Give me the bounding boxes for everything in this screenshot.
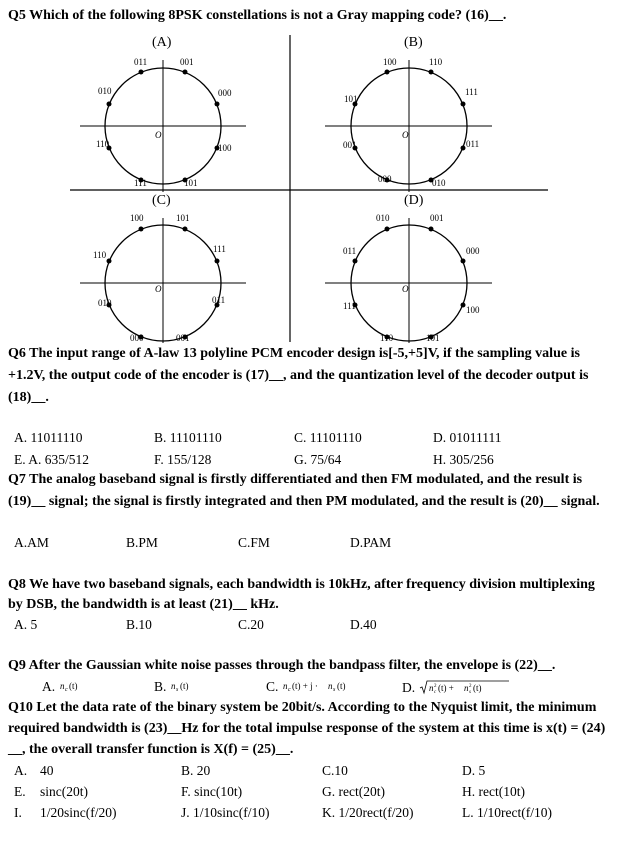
q6-option[interactable]: D. 01011111 bbox=[433, 430, 502, 445]
q7-line-1: Q7 The analog baseband signal is firstly differentiated and then FM modulated, and the result is bbox=[8, 472, 583, 487]
q6-option[interactable]: H. 305/256 bbox=[433, 452, 494, 467]
q6-option[interactable]: G. 75/64 bbox=[294, 452, 342, 467]
panel-c-label: 000 bbox=[130, 333, 144, 343]
svg-text:n: n bbox=[463, 683, 468, 693]
panel-d-label: 110 bbox=[380, 333, 394, 343]
panel-c-title: (C) bbox=[152, 193, 171, 208]
q10-option[interactable]: B. 20 bbox=[181, 763, 211, 778]
q10-option[interactable]: F. sinc(10t) bbox=[181, 784, 243, 799]
panel-d-title: (D) bbox=[404, 193, 424, 208]
q6-line-2: +1.2V, the output code of the encoder is (17)__, and the quantization level of the decoder output is bbox=[8, 368, 589, 383]
panel-b-label: 010 bbox=[432, 178, 446, 188]
panel-b-label: 110 bbox=[429, 57, 443, 67]
q9-option-d[interactable] bbox=[402, 679, 514, 696]
q8-option[interactable]: D.40 bbox=[350, 617, 377, 632]
panel-c-label: 100 bbox=[130, 213, 144, 223]
q10-option[interactable]: D. 5 bbox=[462, 763, 486, 778]
svg-text:(t): (t) bbox=[179, 681, 189, 691]
svg-text:(t): (t) bbox=[336, 681, 346, 691]
svg-text:s: s bbox=[468, 690, 471, 695]
panel-b bbox=[325, 35, 492, 192]
panel-b-title: (B) bbox=[404, 35, 423, 50]
q10-option[interactable]: K. 1/20rect(f/20) bbox=[322, 805, 414, 820]
panel-c-label: 110 bbox=[93, 250, 107, 260]
panel-d bbox=[325, 193, 492, 343]
q6-option[interactable]: C. 11101110 bbox=[294, 430, 362, 445]
panel-b-label: 011 bbox=[466, 139, 480, 149]
svg-text:s: s bbox=[175, 687, 179, 693]
q7-option[interactable]: A.AM bbox=[14, 535, 49, 550]
svg-text:n: n bbox=[282, 681, 288, 691]
q7-line-2: (19)__ signal; the signal is firstly integrated and then PM modulated, and the result is (20)__ signal. bbox=[8, 494, 600, 509]
q10-option-letter: E. bbox=[14, 784, 26, 799]
svg-text:n: n bbox=[428, 683, 433, 693]
formula-sqrt-nc2-ns2 bbox=[419, 679, 514, 695]
panel-d-label: 010 bbox=[376, 213, 390, 223]
panel-d-label: 011 bbox=[343, 246, 357, 256]
formula-ns-t bbox=[170, 679, 200, 693]
q10-option[interactable]: C.10 bbox=[322, 763, 348, 778]
panel-a-label: 101 bbox=[184, 178, 198, 188]
panel-c-label: 011 bbox=[212, 295, 226, 305]
panel-a-label: 111 bbox=[134, 178, 147, 188]
svg-text:2: 2 bbox=[468, 684, 471, 689]
q8-line-2: by DSB, the bandwidth is at least (21)__ kHz. bbox=[8, 597, 279, 612]
panel-b-origin: O bbox=[402, 130, 409, 140]
q10-option-letter: A. bbox=[14, 763, 28, 778]
panel-c-label: 111 bbox=[213, 244, 226, 254]
panel-d-label: 111 bbox=[343, 301, 356, 311]
panel-a-label: 110 bbox=[96, 139, 110, 149]
q7-option[interactable]: C.FM bbox=[238, 535, 270, 550]
q10-option[interactable]: G. rect(20t) bbox=[322, 784, 385, 799]
svg-text:s: s bbox=[332, 687, 336, 693]
q7-option[interactable]: B.PM bbox=[126, 535, 158, 550]
panel-c-origin: O bbox=[155, 284, 162, 294]
q6-line-1: Q6 The input range of A-law 13 polyline PCM encoder design is[-5,+5]V, if the sampling value is bbox=[8, 346, 580, 361]
q9-option-a[interactable] bbox=[42, 679, 89, 695]
panel-d-label: 001 bbox=[430, 213, 444, 223]
svg-text:c: c bbox=[64, 687, 68, 693]
q9-option-letter: B. bbox=[154, 679, 167, 694]
q10-option[interactable]: sinc(20t) bbox=[40, 784, 88, 799]
panel-c-label: 001 bbox=[176, 333, 190, 343]
constellation-figure bbox=[0, 30, 640, 345]
panel-d-label: 100 bbox=[466, 305, 480, 315]
panel-a-origin: O bbox=[155, 130, 162, 140]
q6-option[interactable]: F. 155/128 bbox=[154, 452, 212, 467]
panel-d-label: 000 bbox=[466, 246, 480, 256]
panel-a-label: 100 bbox=[218, 143, 232, 153]
q9-question: Q9 After the Gaussian white noise passes through the bandpass filter, the envelope is (22)__. bbox=[8, 658, 556, 673]
panel-c bbox=[80, 193, 246, 343]
q10-line-3: __, the overall transfer function is X(f) = (25)__. bbox=[8, 742, 294, 757]
panel-d-origin: O bbox=[402, 284, 409, 294]
q8-option[interactable]: B.10 bbox=[126, 617, 152, 632]
q10-option-letter: I. bbox=[14, 805, 22, 820]
panel-b-label: 111 bbox=[465, 87, 478, 97]
panel-b-label: 000 bbox=[378, 174, 392, 184]
q10-option[interactable]: 40 bbox=[40, 763, 54, 778]
q9-option-letter: A. bbox=[42, 679, 56, 694]
q9-option-c[interactable] bbox=[266, 679, 372, 695]
panel-c-label: 010 bbox=[98, 298, 112, 308]
q6-line-3: (18)__. bbox=[8, 390, 49, 405]
q10-line-1: Q10 Let the data rate of the binary system be 20bit/s. According to the Nyquist limit, the minimum bbox=[8, 700, 597, 715]
q9-option-letter: D. bbox=[402, 680, 416, 695]
panel-a-title: (A) bbox=[152, 35, 172, 50]
q9-option-b[interactable] bbox=[154, 679, 200, 695]
panel-b-label: 101 bbox=[344, 94, 358, 104]
q6-option[interactable]: B. 11101110 bbox=[154, 430, 222, 445]
svg-text:c: c bbox=[433, 690, 436, 695]
svg-text:(t) + j ·: (t) + j · bbox=[291, 681, 318, 691]
q5-question: Q5 Which of the following 8PSK constellations is not a Gray mapping code? (16)__. bbox=[8, 8, 507, 23]
q10-option[interactable]: H. rect(10t) bbox=[462, 784, 525, 799]
svg-text:(t): (t) bbox=[68, 681, 77, 691]
q10-line-2: required bandwidth is (23)__Hz for the total impulse response of the system at this time is x(t) = (24) bbox=[8, 721, 606, 736]
q8-line-1: Q8 We have two baseband signals, each bandwidth is 10kHz, after frequency division multiplexing bbox=[8, 577, 595, 592]
panel-b-label: 100 bbox=[383, 57, 397, 67]
panel-a-label: 001 bbox=[180, 57, 194, 67]
svg-text:n: n bbox=[170, 681, 176, 691]
svg-text:2: 2 bbox=[433, 684, 436, 689]
svg-text:c: c bbox=[287, 687, 291, 693]
q10-option[interactable]: L. 1/10rect(f/10) bbox=[462, 805, 552, 820]
panel-a bbox=[80, 35, 246, 192]
panel-c-label: 101 bbox=[176, 213, 190, 223]
svg-text:(t) +: (t) + bbox=[437, 683, 454, 693]
q10-option[interactable]: 1/20sinc(f/20) bbox=[40, 805, 117, 820]
svg-text:n: n bbox=[327, 681, 333, 691]
panel-b-label: 001 bbox=[343, 140, 357, 150]
q7-option[interactable]: D.PAM bbox=[350, 535, 392, 550]
formula-nc-plus-j-ns bbox=[282, 679, 372, 693]
q6-option[interactable]: A. 11011110 bbox=[14, 430, 83, 445]
panel-a-label: 000 bbox=[218, 88, 232, 98]
formula-nc-t bbox=[59, 679, 89, 693]
panel-a-label: 010 bbox=[98, 86, 112, 96]
svg-text:n: n bbox=[59, 681, 64, 691]
q6-option[interactable]: E. A. 635/512 bbox=[14, 452, 90, 467]
q9-option-letter: C. bbox=[266, 679, 279, 694]
svg-text:(t): (t) bbox=[472, 683, 481, 693]
q10-option[interactable]: J. 1/10sinc(f/10) bbox=[181, 805, 270, 820]
q8-option[interactable]: A. 5 bbox=[14, 617, 38, 632]
panel-d-label: 101 bbox=[426, 333, 440, 343]
panel-a-label: 011 bbox=[134, 57, 148, 67]
q8-option[interactable]: C.20 bbox=[238, 617, 264, 632]
